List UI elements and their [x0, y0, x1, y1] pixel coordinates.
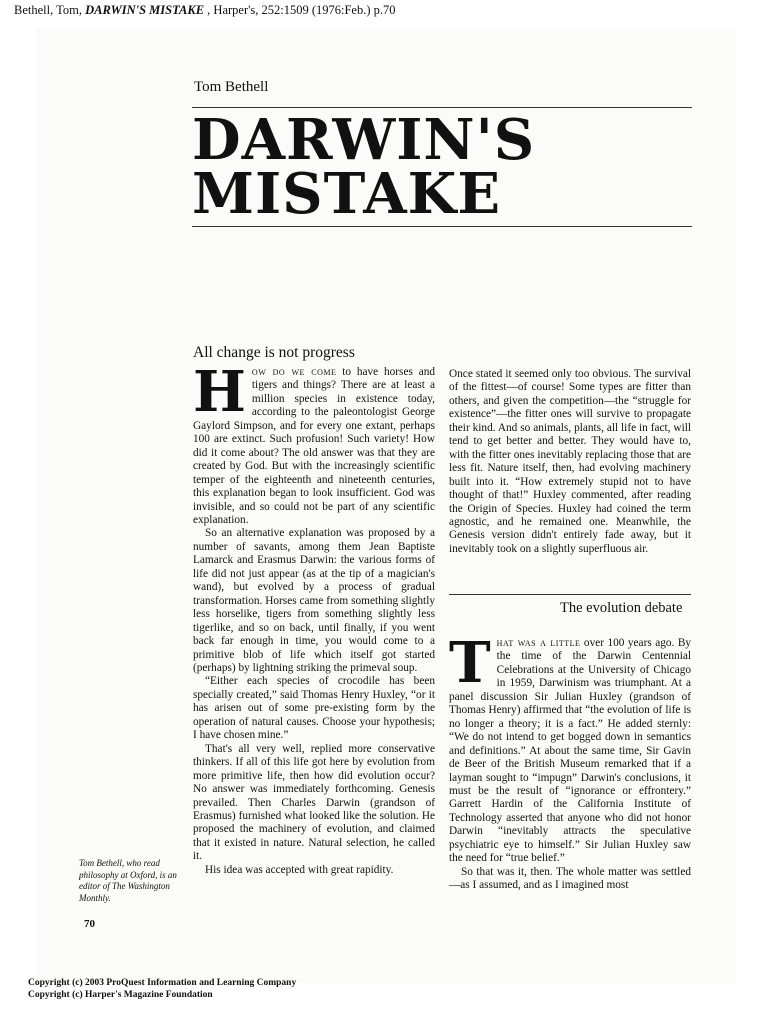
- citation-suffix: , Harper's, 252:1509 (1976:Feb.) p.70: [204, 3, 396, 17]
- paragraph: That's all very well, replied more conservative thinkers. If all of this life got here by evolution from more primitive life, then how did evolution occur? No answer was immediately forthcoming. Genesis prevailed. Then Charles Darwin (grandson of Erasmus) furnished what looked like the solution. He proposed the machinery of evolution, and claimed that it existed in nature. Natural selection, he called it.: [193, 742, 435, 863]
- title-line-2: MISTAKE: [192, 161, 502, 227]
- citation-article-title: DARWIN'S MISTAKE: [85, 3, 205, 17]
- article-subhead: All change is not progress: [193, 344, 355, 361]
- author-byline: Tom Bethell: [194, 79, 269, 95]
- title-rule: [192, 226, 692, 227]
- copyright-line: Copyright (c) Harper's Magazine Foundation: [28, 989, 213, 1000]
- paragraph: “Either each species of crocodile has been specially created,” said Thomas Henry Huxley, “or it has arisen out of some pre-existing form by the operation of natural causes. Choose your hypothesis; I have chosen mine.”: [193, 675, 435, 742]
- copyright-notice: [28, 978, 296, 1001]
- citation-header: [14, 2, 754, 18]
- column-left: [193, 359, 436, 877]
- lead-in: ow do we come: [251, 366, 337, 378]
- lead-in: hat was a little: [496, 637, 581, 649]
- column-right: [449, 368, 691, 556]
- paragraph: His idea was accepted with great rapidity.: [205, 863, 394, 876]
- section-heading: The evolution debate: [560, 600, 683, 616]
- paragraph: That was a little over 100 years ago. By the time of the Darwin Centennial Celebrations at the University of Chicago in 1959, Darwinism was triumphant. At a panel discussion Sir Julian Huxley (grandson of Thomas Henry) affirmed that “the evolution of life is no longer a theory; it is a fact.” He added sternly: “We do not intend to get bogged down in semantics and definitions.” At about the same time, Sir Gavin de Beer of the British Museum remarked that if a layman sought to “impugn” Darwin's conclusions, it must be the result of “ignorance or effrontery.” Garrett Hardin of the California Institute of Technology asserted that anyone who did not honor Darwin “inevitably attracts the speculative psychiatric eye to himself.” Sir Julian Huxley saw the need for “true belief.”: [449, 630, 692, 865]
- page-number: 70: [84, 918, 95, 930]
- author-sidenote: Tom Bethell, who read philosophy at Oxford, is an editor of The Washington Monthly.: [79, 858, 177, 903]
- column-right-continued: [449, 630, 692, 893]
- article-title: [192, 107, 536, 227]
- section-rule: [449, 594, 691, 595]
- drop-cap: T: [449, 630, 491, 696]
- title-line-1: DARWIN'S: [192, 107, 536, 173]
- paragraph: Once stated it seemed only too obvious. The survival of the fittest—of course! Some types are fitter than others, and given the competition—the “struggle for existence”—the fitter ones will survive to propagate their kind. And so animals, plants, all life in fact, will tend to get better and better. They would have to, with the fitter ones inevitably replacing those that are less fit. Nature itself, then, had evolving machinery built into it. “How extremely stupid not to have thought of that!” Huxley commented, after reading the Origin of Species. Huxley had coined the term agnostic, and he remained one. Meanwhile, the Genesis version didn't entirely fade away, but it inevitably took on a slightly superfluous air.: [449, 368, 691, 555]
- citation-prefix: Bethell, Tom,: [14, 3, 86, 17]
- paragraph: How do we come to have horses and tigers and things? There are at least a million species in existence today, according to the paleontologist George Gaylord Simpson, and for every one extant, perhaps 100 are extinct. Such profusion! Such variety! How did it come about? The old answer was that they are created by God. But with the increasingly scientific temper of the eighteenth and nineteenth centuries, this explanation began to look insufficient. God was invisible, and so could not be part of any scientific explanation.: [193, 359, 436, 526]
- copyright-line: Copyright (c) 2003 ProQuest Information and Learning Company: [28, 978, 297, 988]
- paragraph: So an alternative explanation was proposed by a number of savants, among them Jean Baptiste Lamarck and Erasmus Darwin: the various forms of life did not just appear (as at the tip of a magician's wand), but evolved by a process of gradual transformation. Horses came from something slightly less horselike, tigers from something slightly less tigerlike, and so on back, until finally, if you went back far enough in time, you would come to a primitive blob of life which itself got started (perhaps) by lightning striking the primeval soup.: [193, 527, 435, 674]
- drop-cap: H: [193, 359, 246, 425]
- paragraph: So that was it, then. The whole matter was settled—as I assumed, and as I imagined most: [449, 865, 691, 892]
